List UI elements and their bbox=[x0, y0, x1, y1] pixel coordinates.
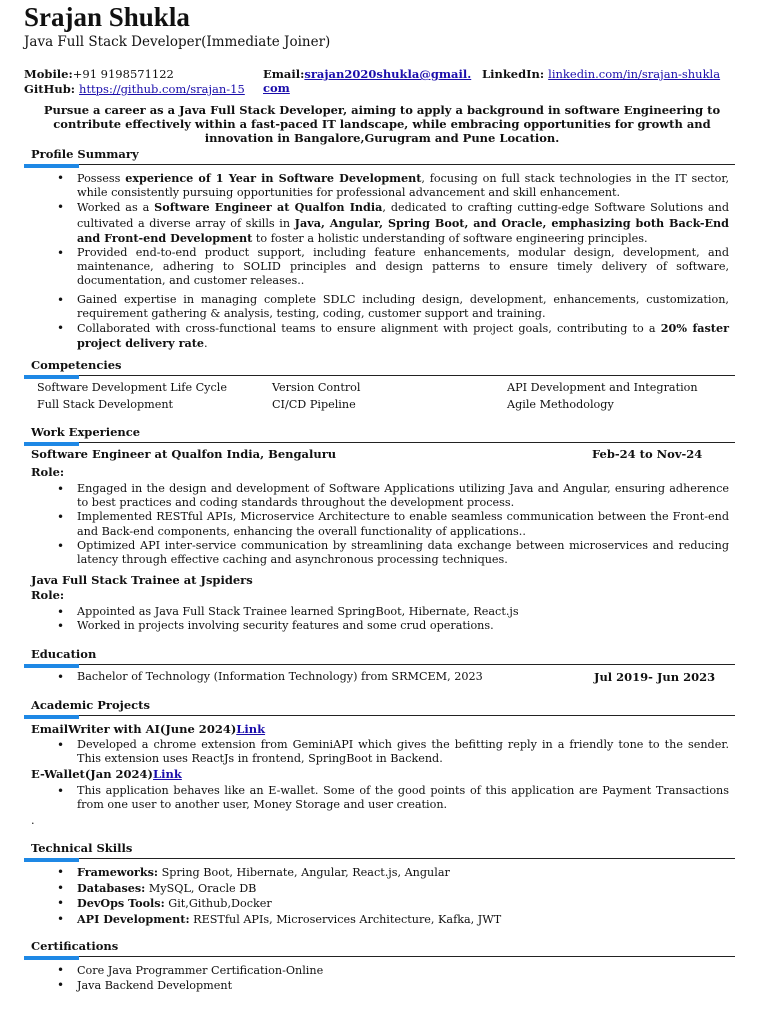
competency-item: Agile Methodology bbox=[507, 398, 614, 411]
competency-item: API Development and Integration bbox=[507, 381, 698, 394]
linkedin-label: LinkedIn: bbox=[482, 67, 545, 81]
candidate-name: Srajan Shukla bbox=[24, 2, 190, 32]
section-divider bbox=[24, 164, 735, 165]
email-label: Email: bbox=[263, 67, 305, 81]
linkedin-link[interactable]: linkedin.com/in/srajan-shukla bbox=[548, 67, 721, 81]
email-link-continued[interactable]: com bbox=[263, 81, 290, 95]
job-title: Software Engineer at Qualfon India, Bengaluru bbox=[31, 447, 337, 461]
list-item: • Databases: MySQL, Oracle DB bbox=[24, 881, 729, 897]
section-divider bbox=[24, 715, 735, 716]
list-item: • Worked as a Software Engineer at Qualfon India, dedicated to crafting cutting-edge Software Solutions and cultivated a diverse array of skills in Java, Angular, Spring Boot, and Oracle, emphasizing both Back-End and Front-end Development to foster a holistic understanding of software engineering principles. bbox=[24, 200, 729, 246]
list-item: • API Development: RESTful APIs, Microservices Architecture, Kafka, JWT bbox=[24, 912, 729, 928]
project-title: EmailWriter with AI(June 2024)Link bbox=[31, 722, 266, 736]
section-accent-bar bbox=[24, 442, 79, 446]
list-item: • Developed a chrome extension from GeminiAPI which gives the befitting reply in a friendly tone to the sender. This extension uses ReactJs in frontend, SpringBoot in Backend. bbox=[24, 738, 729, 766]
competency-item: Full Stack Development bbox=[37, 398, 174, 411]
competency-item: Software Development Life Cycle bbox=[37, 381, 227, 394]
github-link[interactable]: https://github.com/srajan-15 bbox=[79, 82, 245, 96]
list-item: • Collaborated with cross-functional teams to ensure alignment with project goals, contributing to a 20% faster project delivery rate. bbox=[24, 321, 729, 351]
list-item: • Worked in projects involving security features and some crud operations. bbox=[24, 619, 729, 633]
role-label: Role: bbox=[31, 465, 65, 479]
certifications-list bbox=[24, 963, 729, 993]
project-title: E-Wallet(Jan 2024)Link bbox=[31, 767, 182, 781]
project-link[interactable]: Link bbox=[236, 722, 266, 736]
list-item: • Provided end-to-end product support, including feature enhancements, modular design, development, and maintenance, adhering to SOLID principles and design patterns to ensure timely delivery of software, documentation, and customer releases.. bbox=[24, 246, 729, 289]
section-accent-bar bbox=[24, 858, 79, 862]
section-divider bbox=[24, 442, 735, 443]
competency-item: Version Control bbox=[272, 381, 361, 394]
email-link[interactable]: srajan2020shukla@gmail. bbox=[304, 67, 472, 81]
section-accent-bar bbox=[24, 164, 79, 168]
list-item: • DevOps Tools: Git,Github,Docker bbox=[24, 896, 729, 912]
section-title-education: Education bbox=[31, 647, 97, 661]
section-accent-bar bbox=[24, 715, 79, 719]
section-accent-bar bbox=[24, 956, 79, 960]
section-divider bbox=[24, 956, 735, 957]
mobile-value: +91 9198571122 bbox=[72, 67, 174, 81]
project1-details bbox=[24, 738, 729, 766]
email-contact bbox=[263, 67, 471, 95]
section-title-work-experience: Work Experience bbox=[31, 425, 141, 439]
list-item: • Optimized API inter-service communication by streamlining data exchange between microservices and reducing latency through effective caching and asynchronous processing techniques. bbox=[24, 539, 729, 567]
profile-summary-list bbox=[24, 171, 729, 351]
candidate-title: Java Full Stack Developer(Immediate Joiner) bbox=[24, 34, 331, 50]
list-item: • Bachelor of Technology (Information Technology) from SRMCEM, 2023 bbox=[24, 670, 729, 684]
section-title-certifications: Certifications bbox=[31, 939, 119, 953]
mobile-contact bbox=[24, 67, 174, 81]
github-label: GitHub: bbox=[24, 82, 76, 96]
section-divider bbox=[24, 858, 735, 859]
section-title-technical-skills: Technical Skills bbox=[31, 841, 133, 855]
list-item: • Core Java Programmer Certification-Online bbox=[24, 963, 729, 978]
job-title: Java Full Stack Trainee at Jspiders bbox=[31, 573, 253, 587]
list-item: • Possess experience of 1 Year in Software Development, focusing on full stack technologies in the IT sector, while consistently pursuing opportunities for professional advancement and skill enhancement. bbox=[24, 171, 729, 200]
section-divider bbox=[24, 664, 735, 665]
stray-dot: . bbox=[31, 814, 35, 827]
job2-responsibilities bbox=[24, 605, 729, 633]
list-item: • Engaged in the design and development of Software Applications utilizing Java and Angular, ensuring adherence to best practices and coding standards throughout the development process. bbox=[24, 482, 729, 510]
project-link[interactable]: Link bbox=[153, 767, 182, 781]
list-item: • Implemented RESTful APIs, Microservice Architecture to enable seamless communication between the Front-end and Back-end components, enhancing the overall functionality of applications.. bbox=[24, 510, 729, 538]
github-contact bbox=[24, 82, 245, 96]
section-title-academic-projects: Academic Projects bbox=[31, 698, 150, 712]
list-item: • Java Backend Development bbox=[24, 978, 729, 993]
section-accent-bar bbox=[24, 375, 79, 379]
mobile-label: Mobile: bbox=[24, 67, 73, 81]
list-item: • Appointed as Java Full Stack Trainee learned SpringBoot, Hibernate, React.js bbox=[24, 605, 729, 619]
role-label: Role: bbox=[31, 588, 65, 602]
technical-skills-list bbox=[24, 865, 729, 927]
section-title-profile-summary: Profile Summary bbox=[31, 147, 139, 161]
list-item: • This application behaves like an E-wallet. Some of the good points of this application are Payment Transactions from one user to another user, Money Storage and user creation. bbox=[24, 784, 729, 812]
education-dates: Jul 2019- Jun 2023 bbox=[594, 670, 716, 684]
linkedin-contact bbox=[482, 67, 720, 81]
job-dates: Feb-24 to Nov-24 bbox=[592, 447, 703, 461]
competency-item: CI/CD Pipeline bbox=[272, 398, 356, 411]
list-item: • Frameworks: Spring Boot, Hibernate, Angular, React.js, Angular bbox=[24, 865, 729, 881]
career-objective: Pursue a career as a Java Full Stack Developer, aiming to apply a background in software Engineering to contribute effectively within a fast-paced IT landscape, while embracing opportunities for growth and innovation in Bangalore,Gurugram and Pune Location. bbox=[43, 103, 721, 146]
list-item: • Gained expertise in managing complete SDLC including design, development, enhancements, customization, requirement gathering & analysis, testing, coding, customer support and training. bbox=[24, 293, 729, 321]
section-accent-bar bbox=[24, 664, 79, 668]
section-divider bbox=[24, 375, 735, 376]
project2-details bbox=[24, 784, 729, 812]
section-title-competencies: Competencies bbox=[31, 358, 122, 372]
job1-responsibilities bbox=[24, 482, 729, 567]
